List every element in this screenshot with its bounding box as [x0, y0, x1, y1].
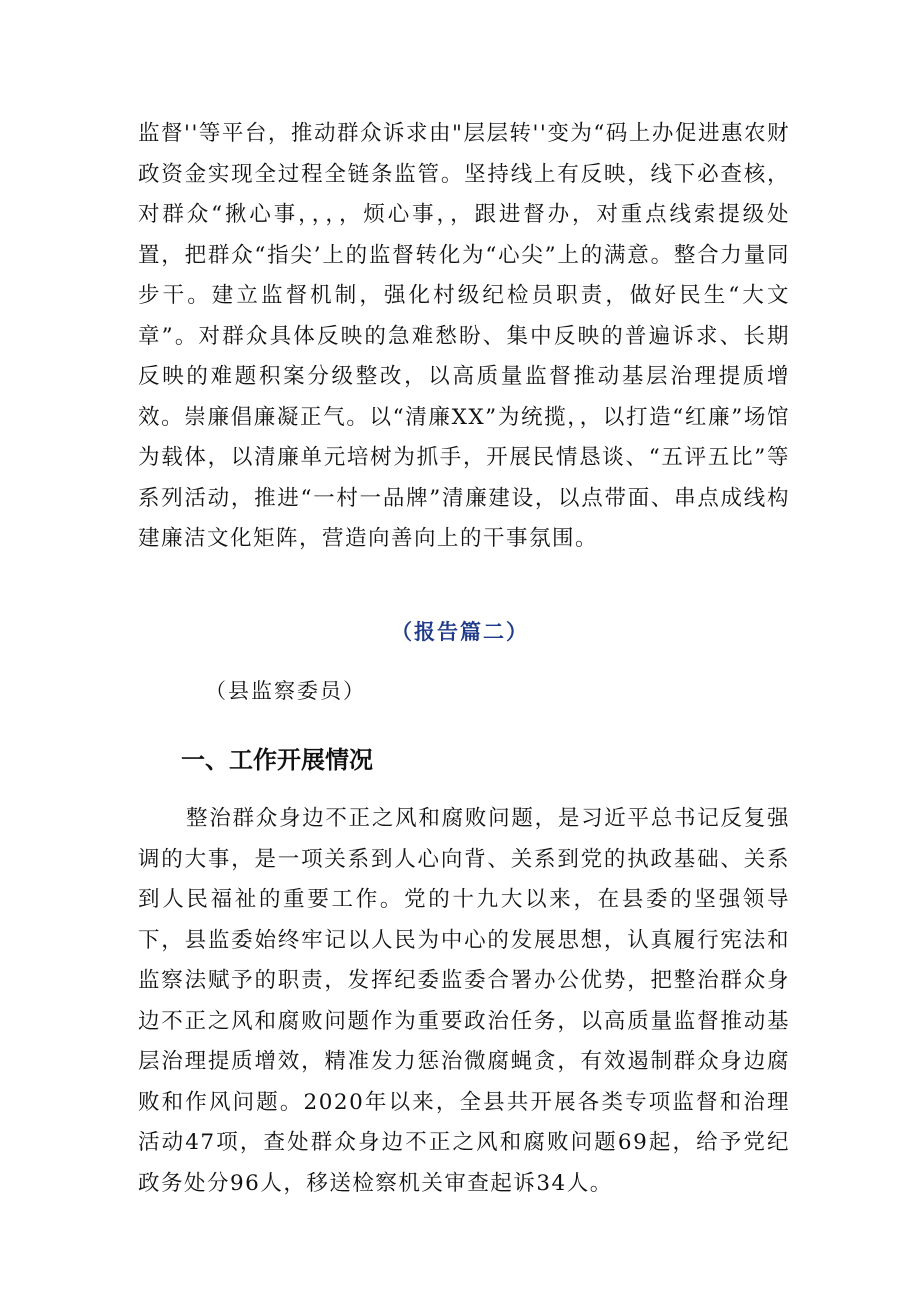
section-heading: 一、工作开展情况	[181, 746, 373, 774]
body-paragraph-2: 整治群众身边不正之风和腐败问题，是习近平总书记反复强调的大事，是一项关系到人心向背、关系到党的执政基础、关系到人民福祉的重要工作。党的十九大以来，在县委的坚强领导下，县监委始终牢记以人民为中心的发展思想，认真履行宪法和监察法赋予的职责，发挥纪委监委合署办公优势，把整治群众身边不正之风和腐败问题作为重要政治任务，以高质量监督推动基层治理提质增效，精准发力惩治微腐蝇贪，有效遏制群众身边腐败和作风问题。2020年以来，全县共开展各类专项监督和治理活动47项，查处群众身边不正之风和腐败问题69起，给予党纪政务处分96人，移送检察机关审查起诉34人。	[138, 806, 790, 1196]
author-line: （县监察委员）	[205, 679, 366, 703]
body-paragraph-1: 监督''等平台，推动群众诉求由"层层转''变为“码上办促进惠农财政资金实现全过程全链条监管。坚持线上有反映，线下必查核，对群众“揪心事，，，，烦心事，，跟进督办，对重点线索提级处置，把群众“指尖’上的监督转化为“心尖”上的满意。整合力量同步干。建立监督机制，强化村级纪检员职责，做好民生“大文章”。对群众具体反映的急难愁盼、集中反映的普遍诉求、长期反映的难题积案分级整改，以高质量监督推动基层治理提质增效。崇廉倡廉凝正气。以“清廉XX”为统揽，，以打造“红廉”场馆为载体，以清廉单元培树为抓手，开展民情恳谈、“五评五比”等系列活动，推进“一村一品牌”清廉建设，以点带面、串点成线构建廉洁文化矩阵，营造向善向上的干事氛围。	[138, 121, 790, 551]
report-title: （报告篇二）	[391, 619, 529, 644]
